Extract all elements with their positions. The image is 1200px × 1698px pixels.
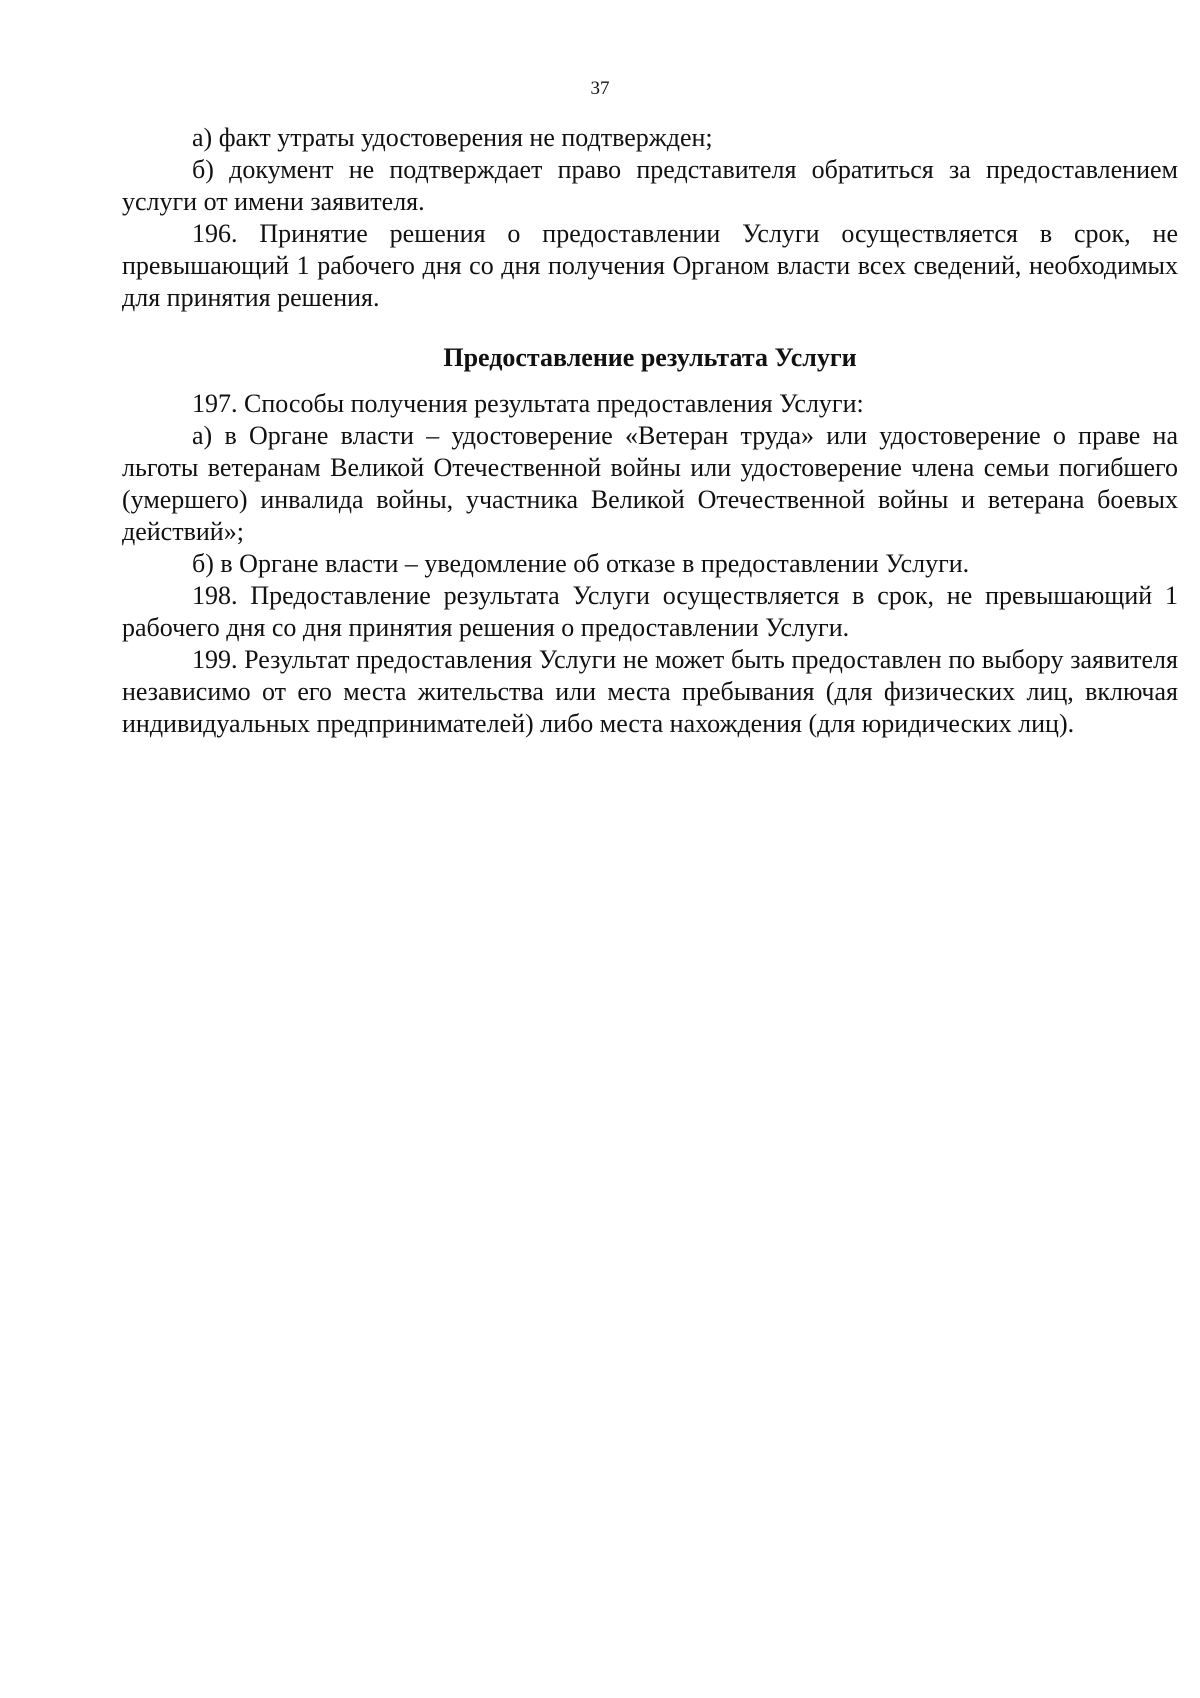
page-number: 37 xyxy=(590,78,610,99)
paragraph-b-no-representative-right: б) документ не подтверждает право представителя обратиться за предоставлением услуги от имени заявителя. xyxy=(122,155,1178,216)
paragraph-197: 197. Способы получения результата предоставления Услуги: xyxy=(192,389,864,418)
document-body xyxy=(122,122,1178,740)
paragraph-198: 198. Предоставление результата Услуги осуществляется в срок, не превышающий 1 рабочего дня со дня принятия решения о предоставлении Услуги. xyxy=(122,581,1178,642)
paragraph-199: 199. Результат предоставления Услуги не может быть предоставлен по выбору заявителя независимо от его места жительства или места пребывания (для физических лиц, включая индивидуальных предпринимателей) либо места нахождения (для юридических лиц). xyxy=(122,645,1178,738)
paragraph-197-b: б) в Органе власти – уведомление об отказе в предоставлении Услуги. xyxy=(192,549,970,578)
section-heading: Предоставление результата Услуги xyxy=(443,343,857,372)
paragraph-a-loss-not-confirmed: а) факт утраты удостоверения не подтвержден; xyxy=(192,123,713,152)
paragraph-197-a: а) в Органе власти – удостоверение «Ветеран труда» или удостоверение о праве на льготы ветеранам Великой Отечественной войны или удостоверение члена семьи погибшего (умершего) инвалида войны, участника Великой Отечественной войны и ветерана боевых действий»; xyxy=(122,421,1178,546)
paragraph-196: 196. Принятие решения о предоставлении Услуги осуществляется в срок, не превышающий 1 рабочего дня со дня получения Органом власти всех сведений, необходимых для принятия решения. xyxy=(122,219,1178,312)
